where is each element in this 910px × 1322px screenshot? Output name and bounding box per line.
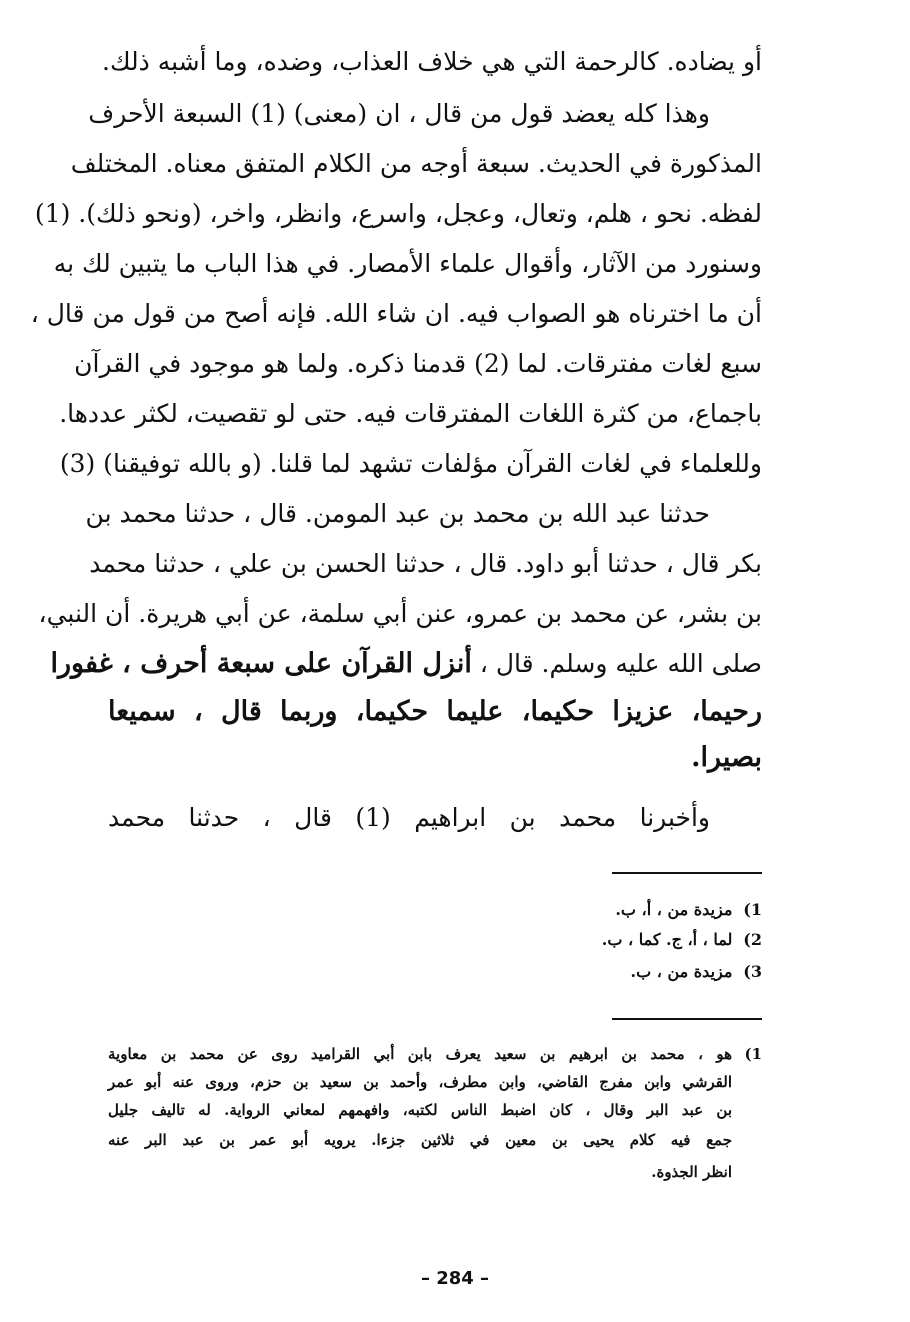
text-line-13-plain: صلى الله عليه وسلم. قال ، xyxy=(471,649,762,678)
text-line-11: بكر قال ، حدثنا أبو داود. قال ، حدثنا الحسن بن علي ، حدثنا محمد xyxy=(89,549,762,578)
text-line-14: رحيما، عزيزا حكيما، عليما حكيما، وربما قال ، سميعا xyxy=(108,696,762,727)
footnote-text: مزيدة من ، أ، ب. xyxy=(615,900,733,919)
text-line-2: وهذا كله يعضد قول من قال ، ان (معنى) (1) السبعة الأحرف xyxy=(88,99,710,128)
hadith-bold-text: أنزل القرآن على سبعة أحرف ، غفورا xyxy=(50,648,472,679)
text-line-6: أن ما اخترناه هو الصواب فيه. ان شاء الله. فإنه أصح من قول من قال ، xyxy=(30,299,762,328)
footnote-b-line-1: هو ، محمد بن ابرهيم بن سعيد يعرف بابن أبي القراميد روى عن محمد بن معاوية xyxy=(108,1045,732,1063)
footnote-text: لما ، أ، ج. كما ، ب. xyxy=(601,930,733,949)
text-line-13 xyxy=(50,646,762,682)
text-line-8: باجماع، من كثرة اللغات المفترقات فيه. حتى لو تقصيت، لكثر عددها. xyxy=(59,399,762,428)
text-line-1: أو يضاده. كالرحمة التي هي خلاف العذاب، وضده، وما أشبه ذلك. xyxy=(102,47,762,76)
text-line-10: حدثنا عبد الله بن محمد بن عبد المومن. قال ، حدثنا محمد بن xyxy=(85,499,710,528)
footnote-rule-1 xyxy=(612,872,762,874)
text-line-9: وللعلماء في لغات القرآن مؤلفات تشهد لما قلنا. (و بالله توفيقنا) (3) xyxy=(59,449,762,478)
footnote-number: 3) xyxy=(743,962,762,981)
text-line-3: المذكورة في الحديث. سبعة أوجه من الكلام المتفق معناه. المختلف xyxy=(70,149,762,178)
text-line-15: بصيرا. xyxy=(691,742,762,773)
footnote-b-line-5: انظر الجذوة. xyxy=(651,1163,732,1181)
text-line-4: لفظه. نحو ، هلم، وتعال، وعجل، واسرع، وانظر، واخر، (ونحو ذلك). (1) xyxy=(34,199,762,228)
footnote-a-1 xyxy=(615,898,762,922)
text-line-16: وأخبرنا محمد بن ابراهيم (1) قال ، حدثنا محمد xyxy=(108,803,710,832)
footnote-b-number: 1) xyxy=(744,1045,762,1063)
footnote-number: 1) xyxy=(743,900,762,919)
text-line-5: وسنورد من الآثار، وأقوال علماء الأمصار. في هذا الباب ما يتبين لك به xyxy=(53,249,762,278)
footnote-number: 2) xyxy=(743,930,762,949)
text-line-12: بن بشر، عن محمد بن عمرو، عنن أبي سلمة، عن أبي هريرة. أن النبي، xyxy=(38,599,762,628)
footnote-b-line-3: بن عبد البر وقال ، كان اضبط الناس لكتبه، وافهمهم لمعاني الرواية. له تاليف جليل xyxy=(108,1101,732,1119)
footnote-rule-2 xyxy=(612,1018,762,1020)
footnote-b-line-2: القرشي وابن مفرج القاضي، وابن مطرف، وأحمد بن سعيد بن حزم، وروى عنه أبو عمر xyxy=(108,1073,732,1091)
footnote-a-3 xyxy=(631,960,762,984)
page-number: – 284 – xyxy=(420,1268,490,1289)
footnote-b-line-4: جمع فيه كلام يحيى بن معين في ثلاثين جزءا. يرويه أبو عمر بن عبد البر عنه xyxy=(108,1131,732,1149)
footnote-text: مزيدة من ، ب. xyxy=(630,962,733,981)
footnote-a-2 xyxy=(602,928,762,952)
text-line-7: سبع لغات مفترقات. لما (2) قدمنا ذكره. ولما هو موجود في القرآن xyxy=(74,349,762,378)
